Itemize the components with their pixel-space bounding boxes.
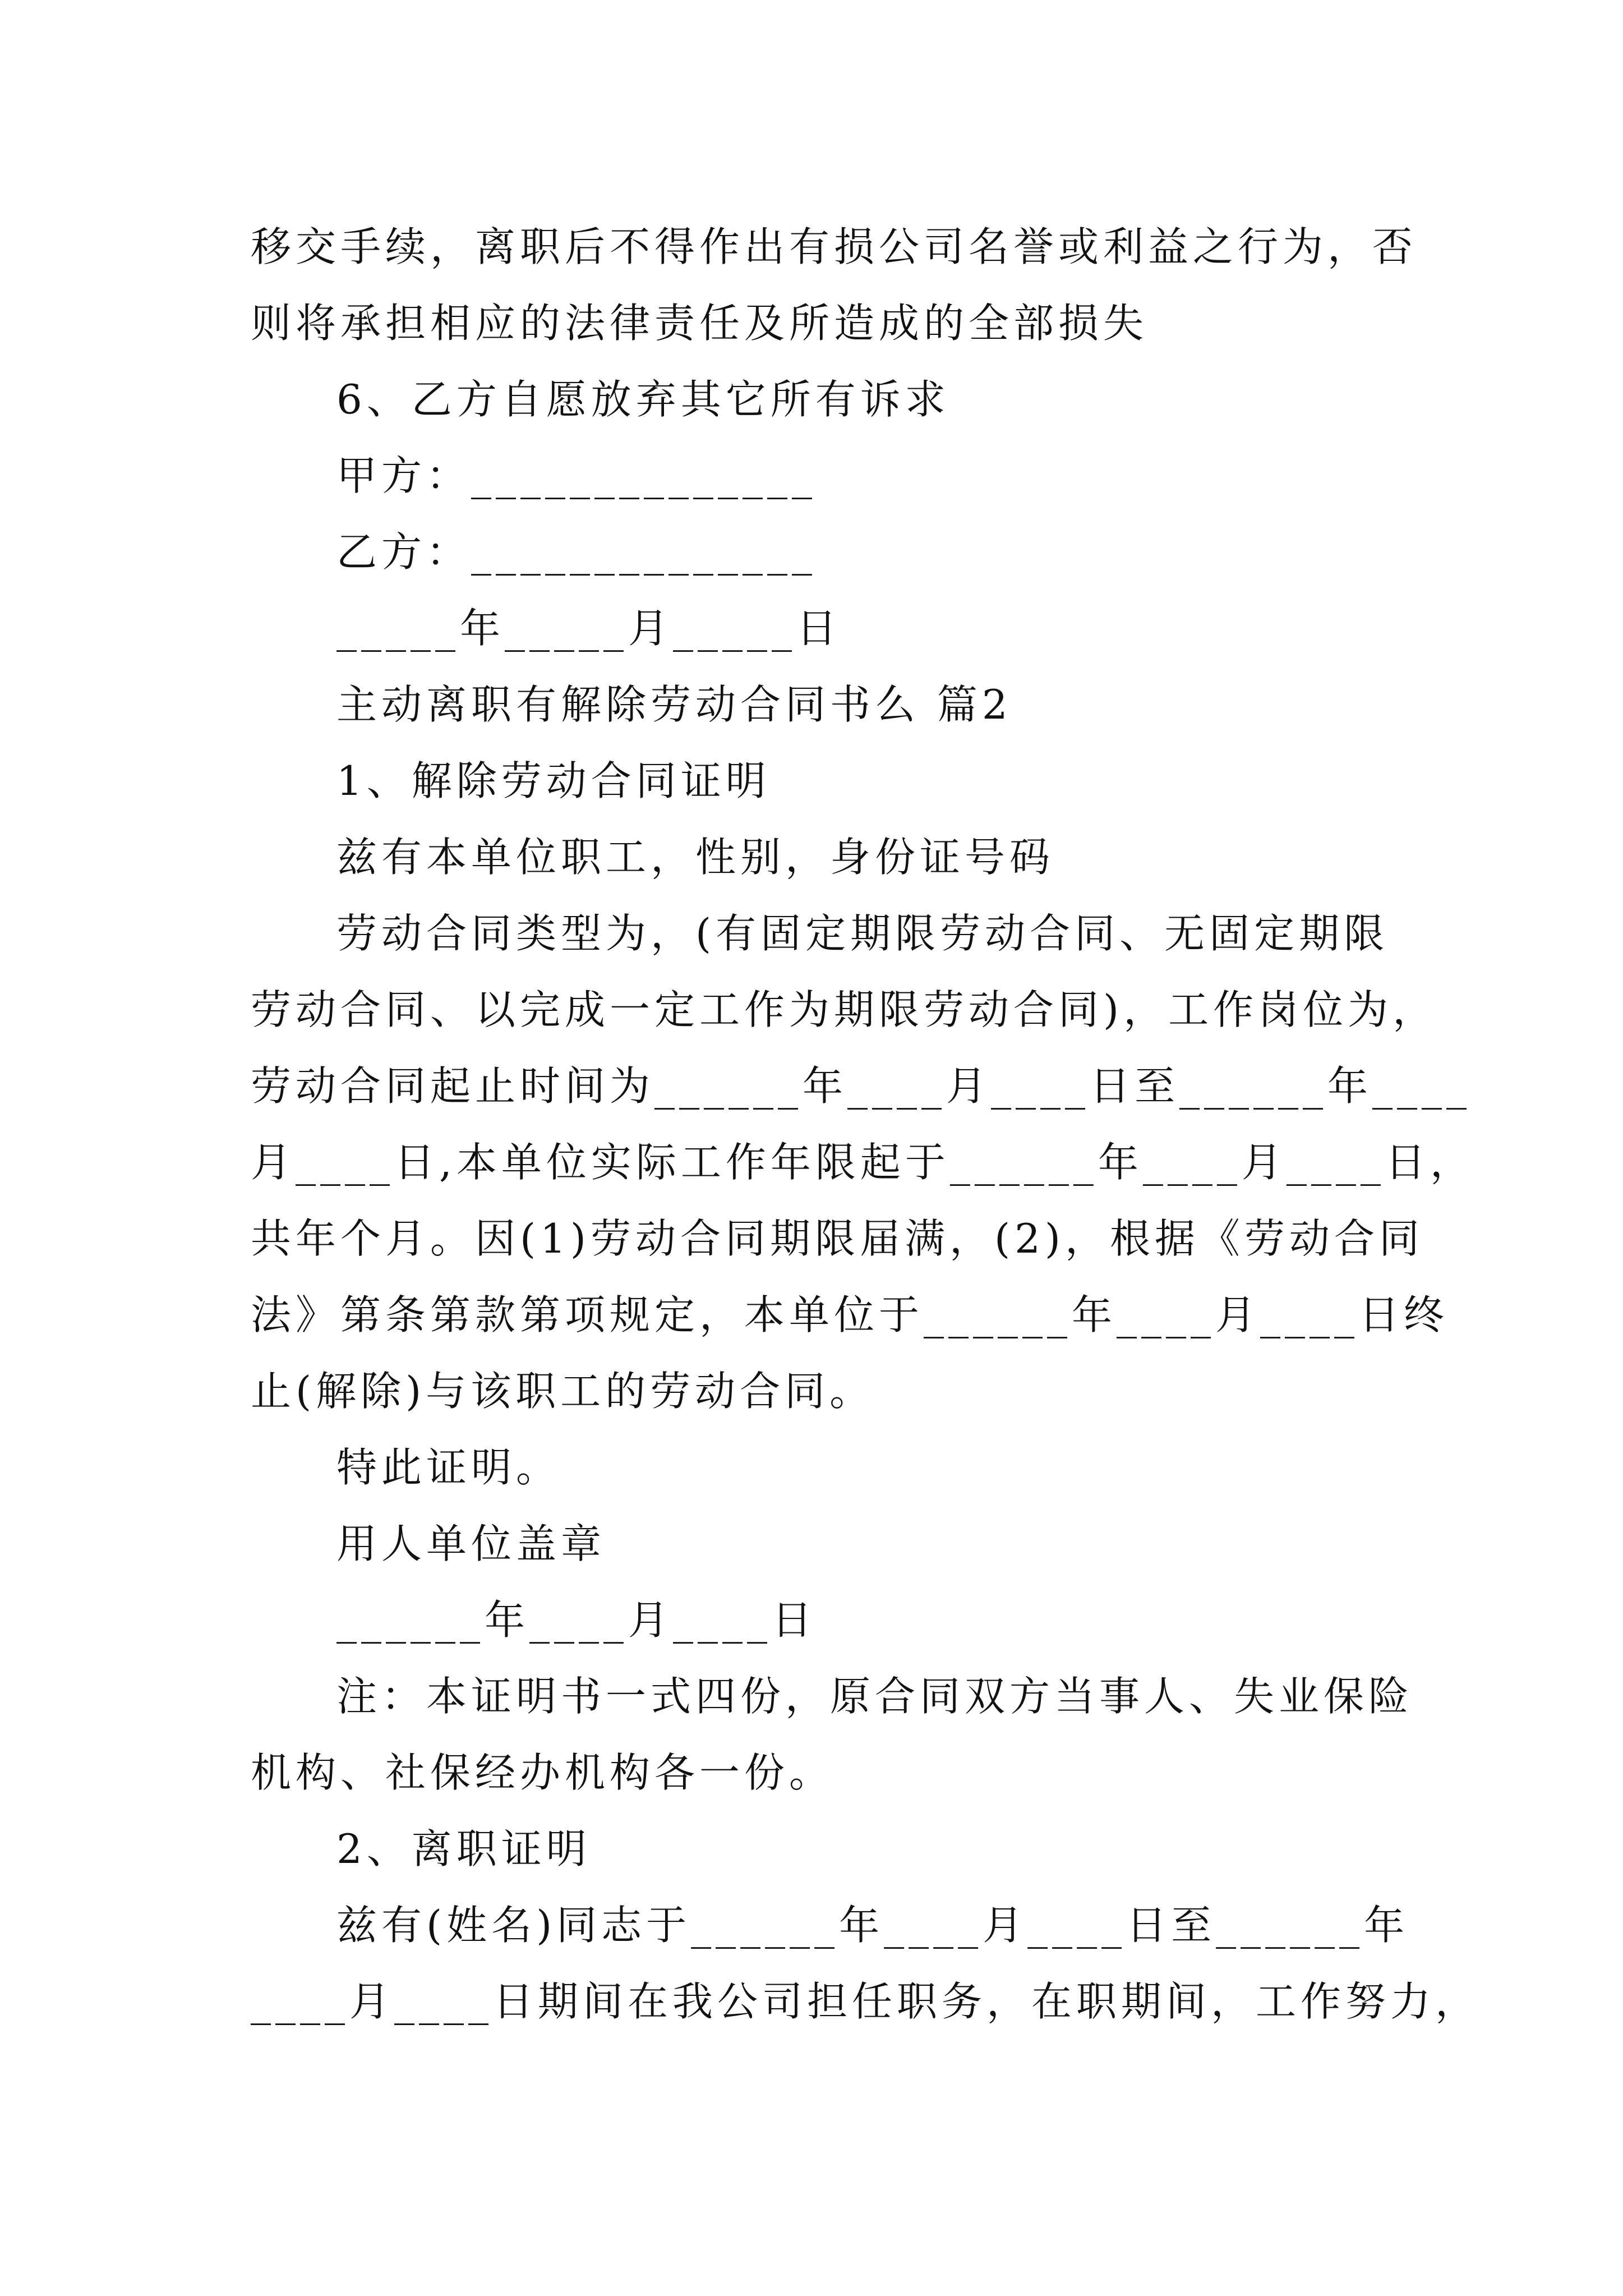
clause-line: 6、乙方自愿放弃其它所有诉求 [336,376,950,423]
body-line: 特此证明。 [336,1444,561,1491]
body-line: 止(解除)与该职工的劳动合同。 [251,1368,875,1415]
date-line: _____年_____月_____日 [336,605,841,652]
signature-line-party-b: 乙方：______________ [336,528,817,576]
note-line: 注：本证明书一式四份，原合同双方当事人、失业保险 [336,1673,1414,1720]
body-line: 劳动合同、以完成一定工作为期限劳动合同)，工作岗位为， [251,986,1438,1033]
signature-line-party-a: 甲方：______________ [336,452,817,499]
subsection-heading: 1、解除劳动合同证明 [336,757,771,804]
section-heading: 主动离职有解除劳动合同书么 篇2 [336,681,1012,728]
seal-line: 用人单位盖章 [336,1520,606,1567]
body-line: 法》第条第款第项规定，本单位于______年____月____日终 [251,1291,1449,1338]
body-line: 劳动合同类型为，(有固定期限劳动合同、无固定期限 [336,910,1389,957]
body-line: 兹有(姓名)同志于______年____月____日至______年 [336,1902,1409,1949]
body-line: ____月____日期间在我公司担任职务，在职期间，工作努力， [251,1978,1481,2025]
body-line: 则将承担相应的法律责任及所造成的全部损失 [251,300,1149,347]
body-line: 劳动合同起止时间为______年____月____日至______年____ [251,1062,1472,1110]
note-line: 机构、社保经办机构各一份。 [251,1749,834,1796]
body-line: 共年个月。因(1)劳动合同期限届满，(2)，根据《劳动合同 [251,1215,1424,1262]
date-line: ______年____月____日 [336,1596,817,1644]
body-line: 月____日,本单位实际工作年限起于______年____月____日， [251,1139,1475,1186]
body-line: 兹有本单位职工，性别，身份证号码 [336,834,1055,881]
subsection-heading: 2、离职证明 [336,1825,591,1872]
body-line: 移交手续，离职后不得作出有损公司名誉或利益之行为，否 [251,223,1418,270]
